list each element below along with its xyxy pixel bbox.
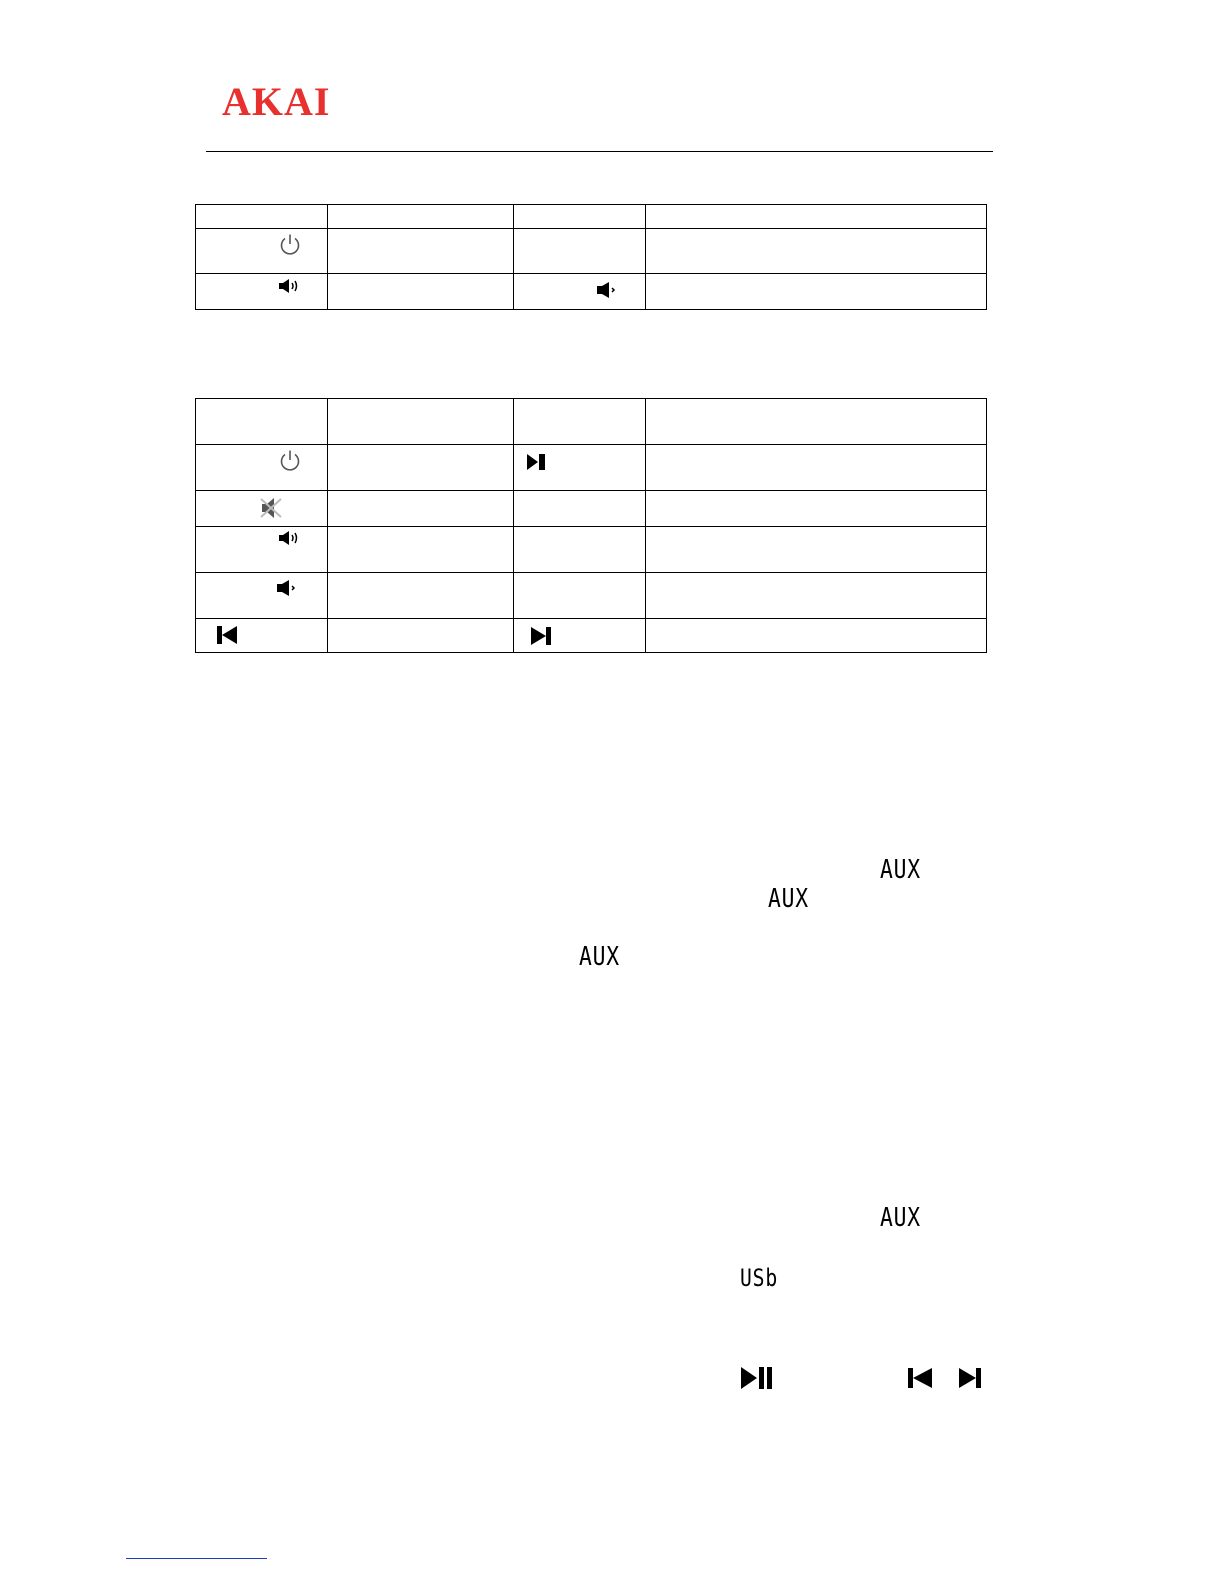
table-cell (196, 274, 328, 310)
table-cell (514, 399, 646, 445)
table-cell (646, 274, 987, 310)
table-cell (196, 527, 328, 573)
table-cell (328, 619, 514, 653)
footer-link-underline[interactable] (126, 1558, 267, 1559)
volume-down-icon (596, 281, 616, 299)
power-icon (278, 449, 302, 473)
table-cell (646, 205, 987, 229)
lcd-aux-display: AUX (579, 942, 620, 972)
table-cell (514, 229, 646, 274)
table-cell (646, 399, 987, 445)
table-cell (646, 445, 987, 491)
previous-icon (907, 1367, 933, 1389)
table-row (196, 445, 987, 491)
lcd-aux-display: AUX (880, 1203, 921, 1233)
table-row (196, 619, 987, 653)
table-cell (196, 205, 328, 229)
lcd-aux-display: AUX (880, 855, 921, 885)
table-row (196, 573, 987, 619)
table-cell (196, 229, 328, 274)
table-cell (328, 491, 514, 527)
volume-down-icon (276, 579, 296, 597)
controls-table-main-unit (195, 204, 987, 310)
mute-icon (260, 496, 282, 520)
table-cell (328, 399, 514, 445)
controls-table-remote (195, 398, 987, 653)
table-cell (514, 205, 646, 229)
table-row (196, 527, 987, 573)
table-row (196, 274, 987, 310)
table-cell (328, 274, 514, 310)
table-row (196, 399, 987, 445)
previous-icon (216, 625, 238, 645)
table-cell (514, 274, 646, 310)
play-pause-icon (740, 1366, 774, 1390)
table-cell (646, 619, 987, 653)
table-cell (646, 229, 987, 274)
lcd-usb-display: USb (740, 1264, 779, 1292)
volume-up-icon (278, 530, 302, 546)
table-cell (196, 619, 328, 653)
volume-up-icon (278, 278, 302, 294)
table-cell (646, 573, 987, 619)
table-cell (646, 527, 987, 573)
table-cell (514, 445, 646, 491)
table-row (196, 205, 987, 229)
table-row (196, 491, 987, 527)
power-icon (278, 233, 302, 257)
table-cell (514, 619, 646, 653)
table-cell (196, 573, 328, 619)
lcd-aux-display: AUX (768, 884, 809, 914)
table-cell (328, 573, 514, 619)
table-row (196, 229, 987, 274)
next-icon (958, 1367, 982, 1389)
table-cell (196, 445, 328, 491)
next-icon (530, 626, 552, 646)
table-cell (196, 399, 328, 445)
table-cell (196, 491, 328, 527)
brand-logo: AKAI (222, 79, 331, 124)
table-cell (646, 491, 987, 527)
table-cell (514, 573, 646, 619)
header-divider (206, 151, 993, 152)
table-cell (328, 205, 514, 229)
table-cell (514, 491, 646, 527)
table-cell (328, 527, 514, 573)
table-cell (514, 527, 646, 573)
play-pause-icon (526, 453, 546, 471)
table-cell (328, 445, 514, 491)
table-cell (328, 229, 514, 274)
